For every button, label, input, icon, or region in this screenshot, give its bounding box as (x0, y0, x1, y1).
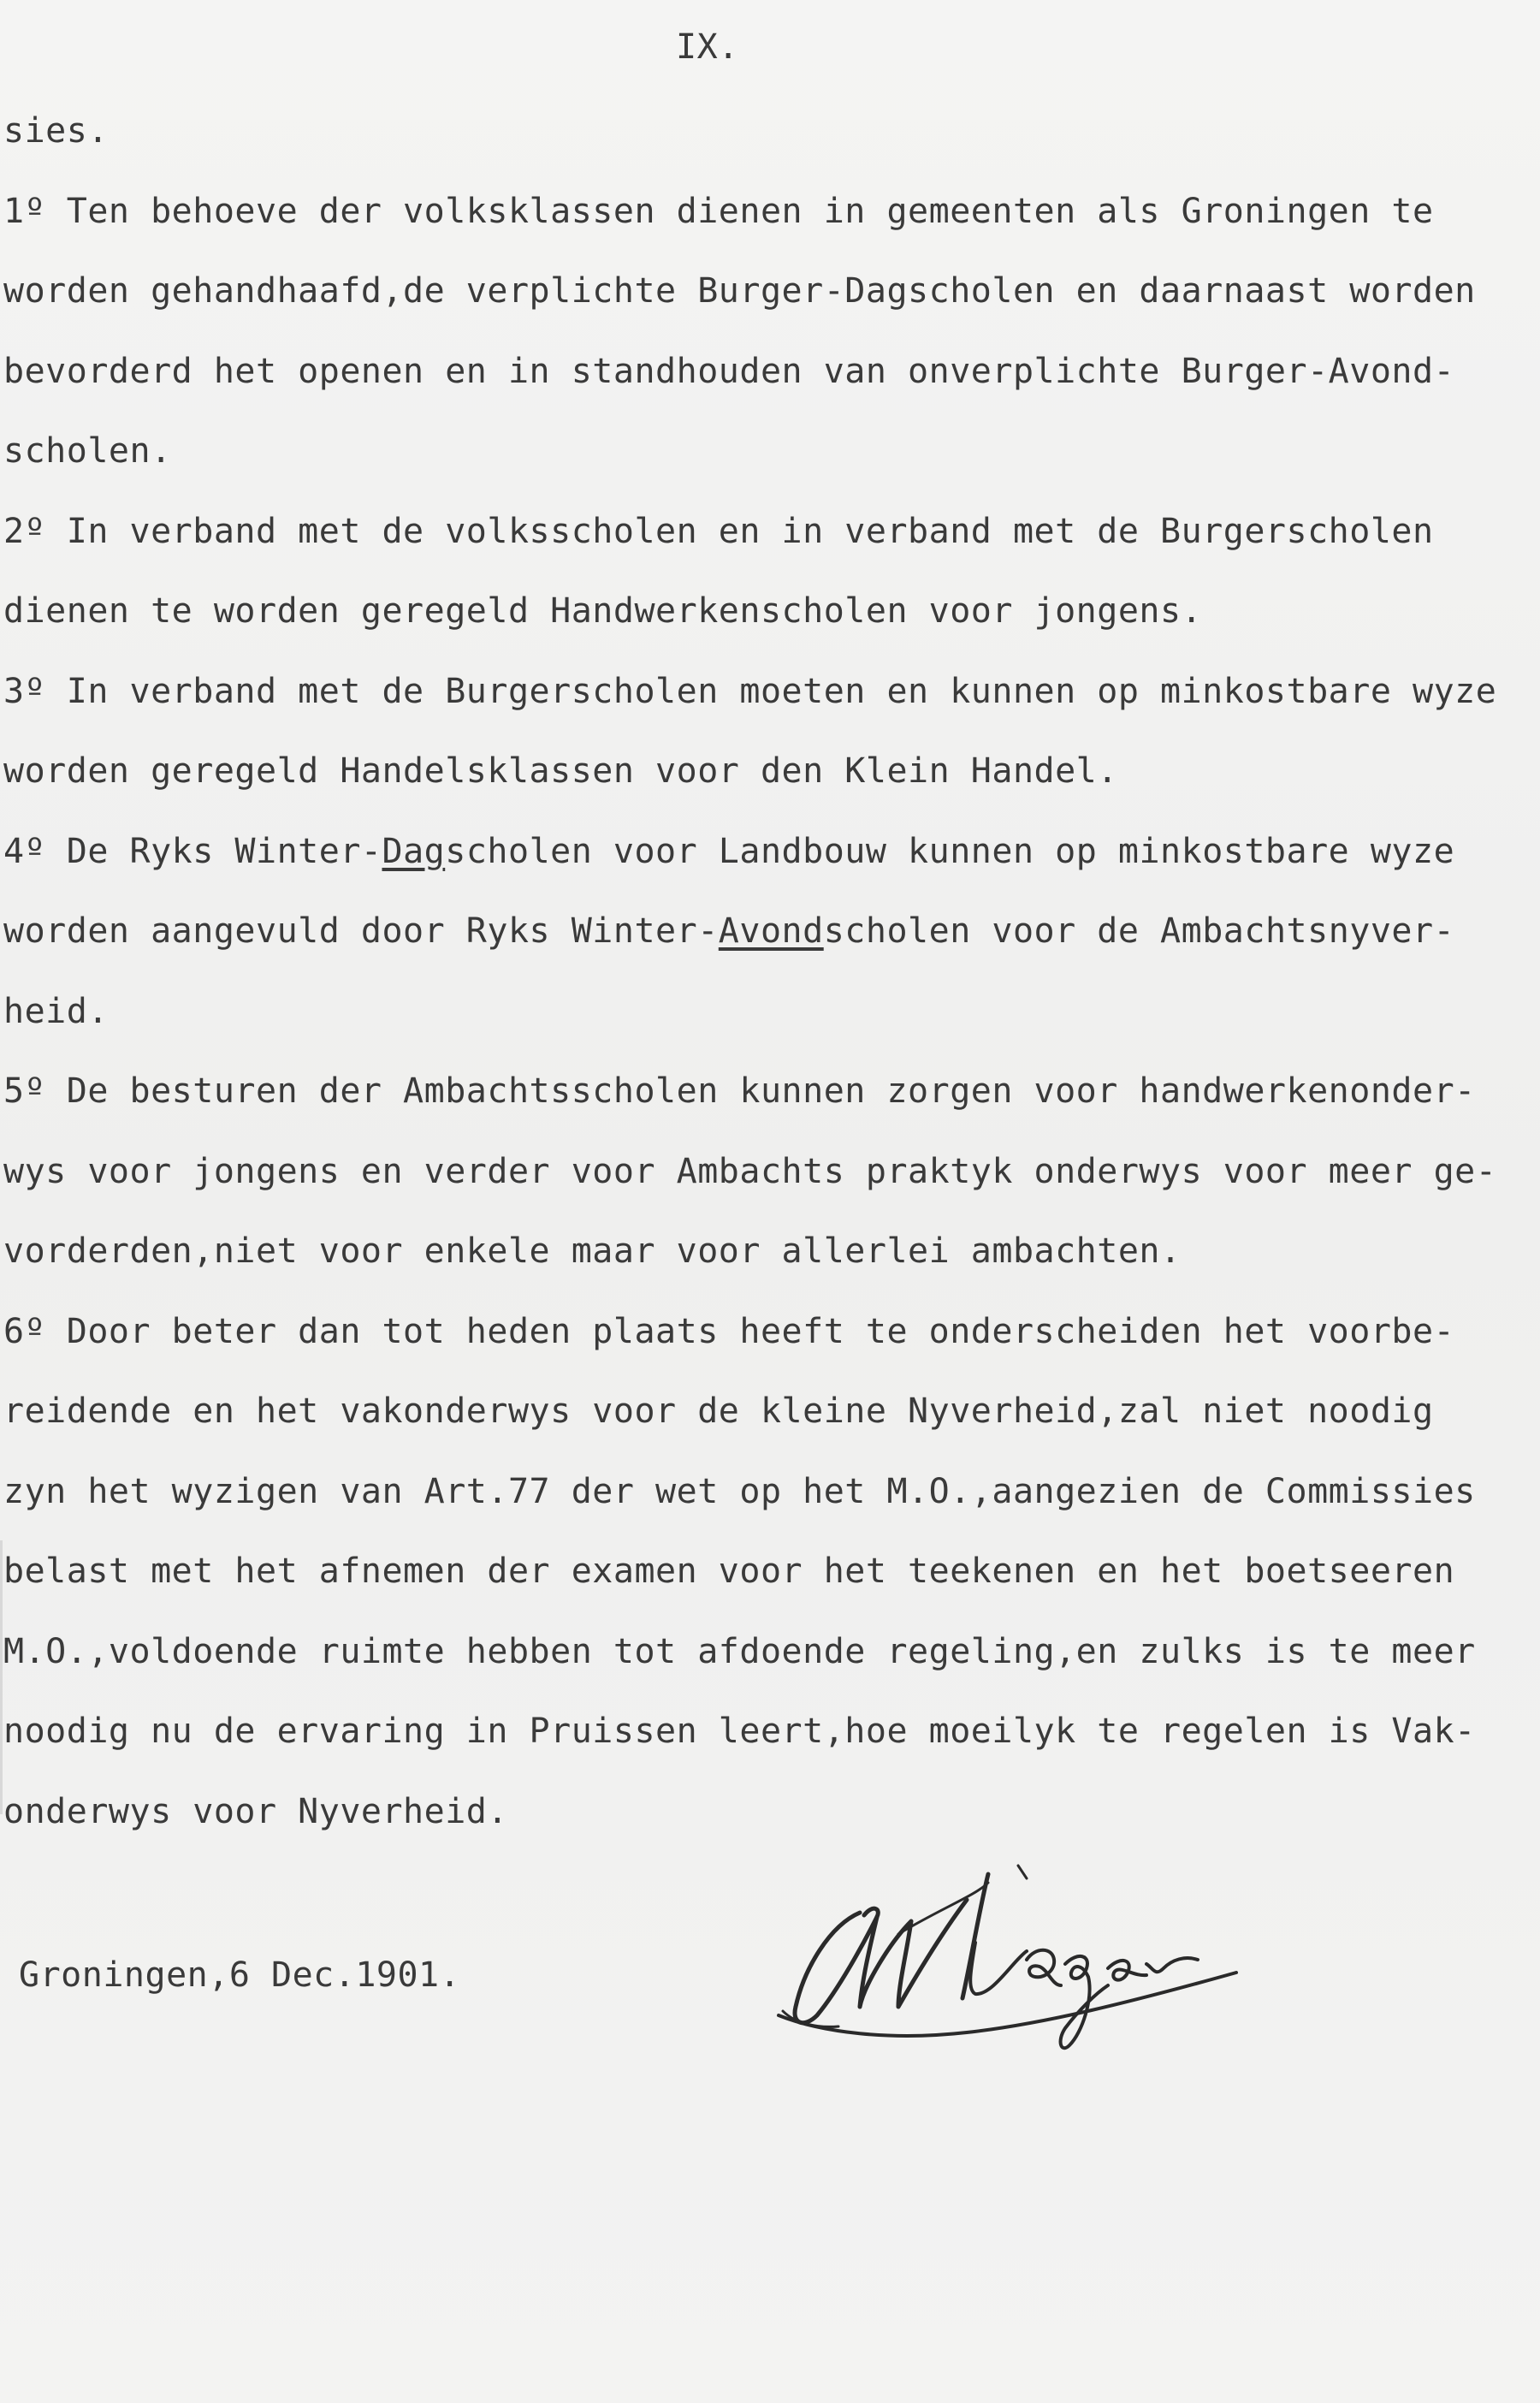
line-text: wys voor jongens en verder voor Ambachts praktyk onderwys voor meer ge- (3, 1151, 1497, 1191)
document-line (3, 1231, 1182, 1271)
line-text: 6º Door beter dan tot heden plaats heeft te onderscheiden het voorbe- (3, 1311, 1455, 1351)
page-edge-shadow (0, 1540, 3, 1814)
line-text: belast met het afnemen der examen voor het teekenen en het boetseeren (3, 1552, 1455, 1591)
line-text: scholen voor Landbouw kunnen op minkostbare wyze (445, 831, 1455, 871)
line-text: dienen te worden geregeld Handwerkenscholen voor jongens. (3, 591, 1203, 631)
line-text: onderwys voor Nyverheid. (3, 1791, 508, 1831)
handwritten-signature (770, 1848, 1249, 2071)
document-line (3, 1552, 1454, 1591)
line-text: 4º De Ryks Winter- (3, 831, 382, 871)
document-line (3, 1152, 1496, 1191)
document-line (3, 911, 1454, 951)
document-line (3, 1712, 1476, 1751)
line-text: zyn het wyzigen van Art.77 der wet op het M.O.,aangezien de Commissies (3, 1471, 1476, 1511)
line-text: sies. (3, 111, 109, 151)
document-line (3, 1472, 1476, 1511)
document-line (3, 431, 172, 471)
document-line (3, 271, 1476, 311)
document-line (3, 1632, 1476, 1671)
document-line (3, 352, 1454, 391)
line-text: worden geregeld Handelsklassen voor den Klein Handel. (3, 751, 1118, 791)
line-text: bevorderd het openen en in standhouden van onverplichte Burger-Avond- (3, 351, 1455, 391)
document-line (3, 1312, 1454, 1351)
document-line (3, 1071, 1476, 1111)
document-line (3, 672, 1496, 711)
line-text: 1º Ten behoeve der volksklassen dienen in gemeenten als Groningen te (3, 191, 1434, 231)
underlined-text: Avond (718, 911, 824, 951)
line-text: 5º De besturen der Ambachtsscholen kunnen zorgen voor handwerkenonder- (3, 1071, 1476, 1111)
page-number: IX. (676, 27, 739, 67)
document-line (3, 111, 109, 151)
line-text: noodig nu de ervaring in Pruissen leert,hoe moeilyk te regelen is Vak- (3, 1712, 1476, 1751)
line-text: M.O.,voldoende ruimte hebben tot afdoende regeling,en zulks is te meer (3, 1631, 1476, 1671)
document-line (3, 992, 109, 1031)
document-line (3, 1792, 508, 1831)
line-text: worden gehandhaafd,de verplichte Burger-Dagscholen en daarnaast worden (3, 271, 1476, 311)
line-text: 3º In verband met de Burgerscholen moeten en kunnen op minkostbare wyze (3, 671, 1497, 711)
line-text: reidende en het vakonderwys voor de kleine Nyverheid,zal niet noodig (3, 1391, 1434, 1431)
document-line (3, 751, 1118, 791)
line-text: vorderden,niet voor enkele maar voor allerlei ambachten. (3, 1231, 1182, 1271)
line-text: heid. (3, 991, 109, 1031)
document-line (3, 512, 1434, 551)
line-text: scholen voor de Ambachtsnyver- (823, 911, 1455, 951)
line-text: scholen. (3, 431, 172, 471)
document-line (3, 192, 1434, 231)
document-line (3, 832, 1454, 871)
underlined-text: Dag (382, 831, 446, 871)
document-line (3, 1391, 1434, 1431)
line-text: 2º In verband met de volksscholen en in verband met de Burgerscholen (3, 511, 1434, 551)
line-text: worden aangevuld door Ryks Winter- (3, 911, 719, 951)
place-and-date: Groningen,6 Dec.1901. (19, 1955, 461, 1995)
document-line (3, 591, 1202, 631)
